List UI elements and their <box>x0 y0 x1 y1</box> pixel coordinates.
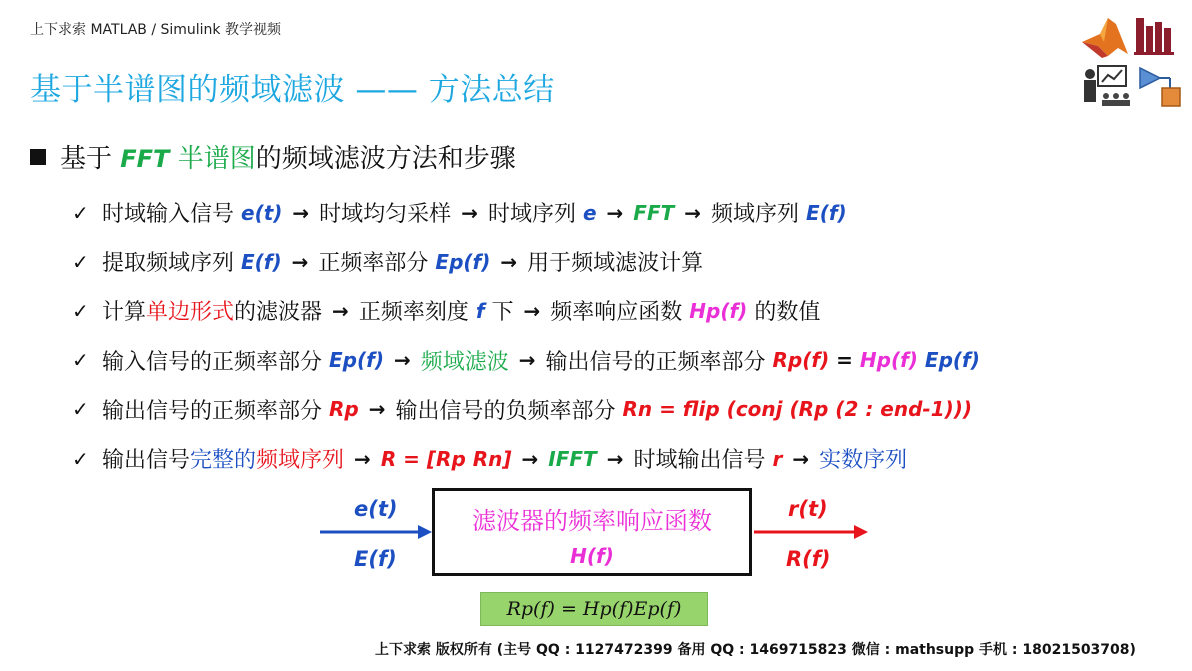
simulink-block-icon[interactable] <box>1140 68 1180 106</box>
step-text: Rn = flip (conj (Rp (2 : end-1))) <box>622 397 973 422</box>
checkmark-icon: ✓ <box>72 200 89 225</box>
step-text: 正频率刻度 <box>358 300 476 326</box>
filter-box <box>432 488 752 576</box>
arrow-right-icon: → <box>606 446 624 471</box>
input-label-freq: E(f) <box>354 547 397 571</box>
arrow-right-icon: → <box>292 200 310 225</box>
arrow-right-icon: → <box>684 200 702 225</box>
library-books-icon[interactable] <box>1134 18 1174 55</box>
footer-copyright: 上下求索 版权所有 (主号 QQ : 1127472399 备用 QQ : 1469715823 微信 : mathsupp 手机 : 18021503708) <box>375 642 1136 658</box>
arrow-right-icon: → <box>332 298 349 323</box>
presenter-icon[interactable] <box>1084 66 1130 106</box>
step-text: 完整的 <box>190 448 257 474</box>
step-text: 时域输入信号 <box>102 202 241 228</box>
step-text: 频域序列 <box>711 202 807 228</box>
step-text: 输出信号的正频率部分 <box>102 398 329 424</box>
step-text: 的滤波器 <box>234 300 323 326</box>
square-bullet-icon <box>30 149 46 165</box>
step-text: E(f) <box>241 249 282 274</box>
header-text: 上下求索 MATLAB / Simulink 教学视频 <box>30 22 281 38</box>
arrow-right-icon: → <box>500 249 518 274</box>
input-arrow <box>318 522 434 542</box>
step-text: 时域序列 <box>487 202 583 228</box>
step-text: 输入信号的正频率部分 <box>102 349 329 375</box>
step-text: 提取频域序列 <box>102 251 241 277</box>
checkmark-icon: ✓ <box>72 348 89 373</box>
arrow-right-icon: → <box>518 348 536 373</box>
main-bullet-post: 的频域滤波方法和步骤 <box>255 144 516 174</box>
checkmark-icon: ✓ <box>72 298 89 323</box>
step-text: 时域均匀采样 <box>319 202 452 228</box>
filter-box-subtitle: H(f) <box>570 544 614 568</box>
step-text: 输出信号的负频率部分 <box>395 398 623 424</box>
step-text: e <box>582 200 597 225</box>
step-text: Rp <box>329 397 359 422</box>
formula-box: Rp(f) = Hp(f)Ep(f) <box>480 592 708 626</box>
step-text: Ep(f) <box>435 249 491 274</box>
arrow-right-icon: → <box>393 348 411 373</box>
main-bullet-fft: FFT <box>120 145 170 173</box>
matlab-logo-icon[interactable] <box>1082 18 1128 58</box>
step-text: 频域滤波 <box>420 349 509 375</box>
step-item <box>72 434 980 483</box>
step-text: f <box>475 298 485 323</box>
checkmark-icon: ✓ <box>72 249 89 274</box>
step-text: 输出信号 <box>102 448 191 474</box>
step-text: Hp(f) <box>689 298 748 323</box>
arrow-right-icon: → <box>291 249 309 274</box>
step-text: r <box>772 446 783 471</box>
step-text: 的数值 <box>747 300 821 326</box>
step-text: e(t) <box>241 200 283 225</box>
arrow-right-icon: → <box>792 446 810 471</box>
step-text: Ep(f) <box>917 348 980 373</box>
arrow-right-icon: → <box>354 446 371 471</box>
main-bullet-pre: 基于 <box>60 144 121 174</box>
step-text: 正频率部分 <box>318 251 436 277</box>
step-text: 单边形式 <box>146 300 235 326</box>
step-item <box>72 286 980 335</box>
step-text: E(f) <box>806 200 847 225</box>
step-text: 实数序列 <box>819 448 908 474</box>
arrow-right-icon: → <box>606 200 624 225</box>
arrow-right-icon: → <box>461 200 478 225</box>
filter-box-title: 滤波器的频率响应函数 <box>472 507 712 535</box>
step-item <box>72 237 980 286</box>
step-text: 频率响应函数 <box>550 300 690 326</box>
step-item <box>72 385 980 434</box>
output-label-time: r(t) <box>788 497 828 521</box>
toolbar-icons <box>1078 12 1182 112</box>
output-arrow <box>752 522 870 542</box>
step-text: = <box>829 348 860 373</box>
step-item <box>72 336 980 385</box>
step-item <box>72 188 980 237</box>
step-text: 频域序列 <box>256 448 345 474</box>
step-text: 时域输出信号 <box>633 448 773 474</box>
checkmark-icon: ✓ <box>72 446 89 471</box>
step-text: 计算 <box>102 300 147 326</box>
step-text: 输出信号的正频率部分 <box>545 349 773 375</box>
checkmark-icon: ✓ <box>72 397 89 422</box>
input-label-time: e(t) <box>354 497 398 521</box>
step-text: Hp(f) <box>859 348 918 373</box>
arrow-right-icon: → <box>368 397 386 422</box>
step-text: FFT <box>633 200 675 225</box>
step-text: R = [Rp Rn] <box>380 446 512 471</box>
step-text: 下 <box>484 300 514 326</box>
steps-list <box>72 188 980 483</box>
main-bullet-mid: 半谱图 <box>169 144 256 174</box>
arrow-right-icon: → <box>523 298 541 323</box>
main-bullet <box>30 138 516 175</box>
step-text: 用于频域滤波计算 <box>527 251 704 277</box>
step-text: Ep(f) <box>329 348 384 373</box>
page-title: 基于半谱图的频域滤波 —— 方法总结 <box>30 72 555 108</box>
step-text: Rp(f) <box>772 348 830 373</box>
step-text: IFFT <box>548 446 597 471</box>
output-label-freq: R(f) <box>786 547 831 571</box>
arrow-right-icon: → <box>521 446 539 471</box>
